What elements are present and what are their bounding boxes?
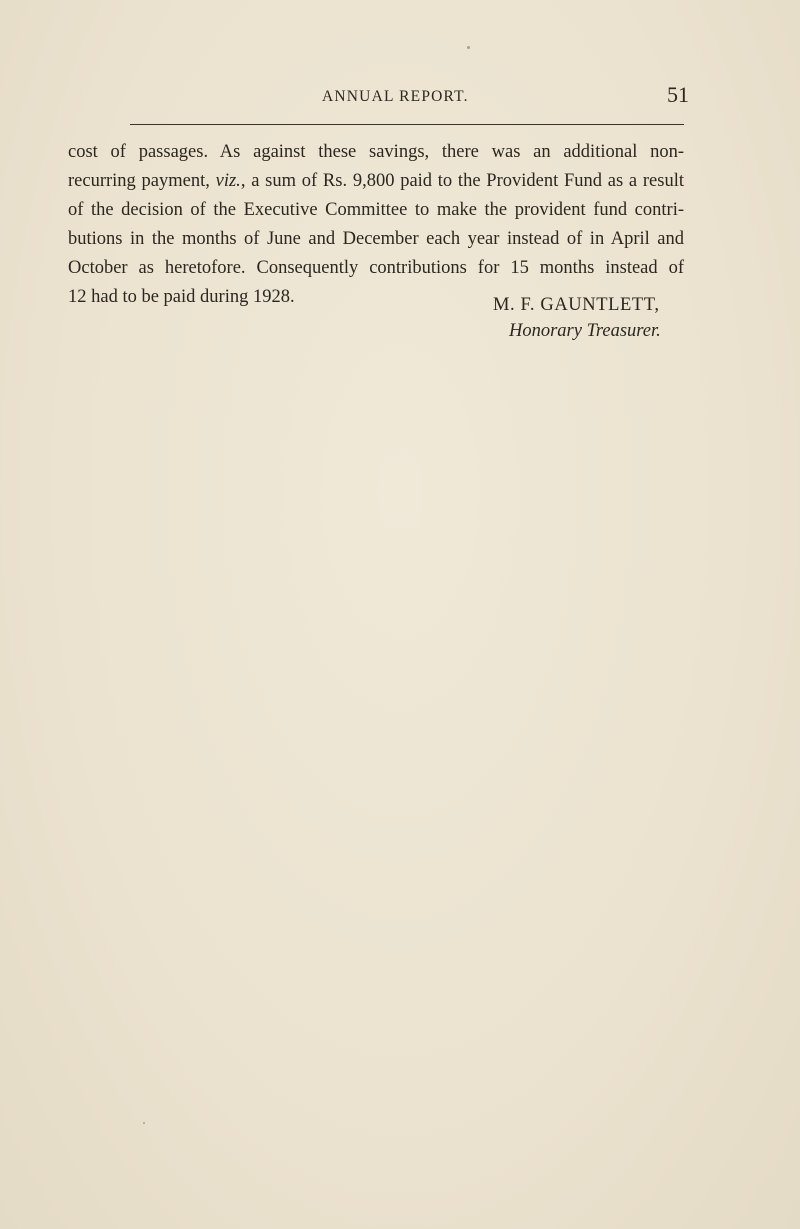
signatory-name: M. F. GAUNTLETT, — [493, 295, 660, 315]
text-run: recurring payment, — [68, 171, 216, 191]
italic-abbreviation: viz. — [215, 171, 241, 191]
paragraph-line — [68, 167, 684, 196]
paper-speck — [143, 1122, 145, 1124]
paragraph-line: of the decision of the Executive Committee to make the provident fund contri- — [68, 200, 684, 220]
page-number: 51 — [667, 82, 689, 107]
paper-speck — [467, 46, 470, 49]
paragraph-line: cost of passages. As against these savings, there was an additional non- — [68, 142, 684, 162]
signature-block — [493, 292, 661, 344]
paragraph-line: butions in the months of June and December each year instead of in April and — [68, 229, 684, 249]
paragraph-line: October as heretofore. Consequently contributions for 15 months instead of — [68, 258, 684, 278]
signatory-title: Honorary Treasurer. — [509, 321, 661, 341]
running-header: ANNUAL REPORT. — [322, 88, 469, 105]
header-rule — [130, 124, 684, 125]
body-paragraph — [68, 138, 684, 312]
paragraph-line: 12 had to be paid during 1928. — [68, 287, 295, 307]
text-run: , a sum of Rs. 9,800 paid to the Provident Fund as a result — [240, 171, 684, 191]
